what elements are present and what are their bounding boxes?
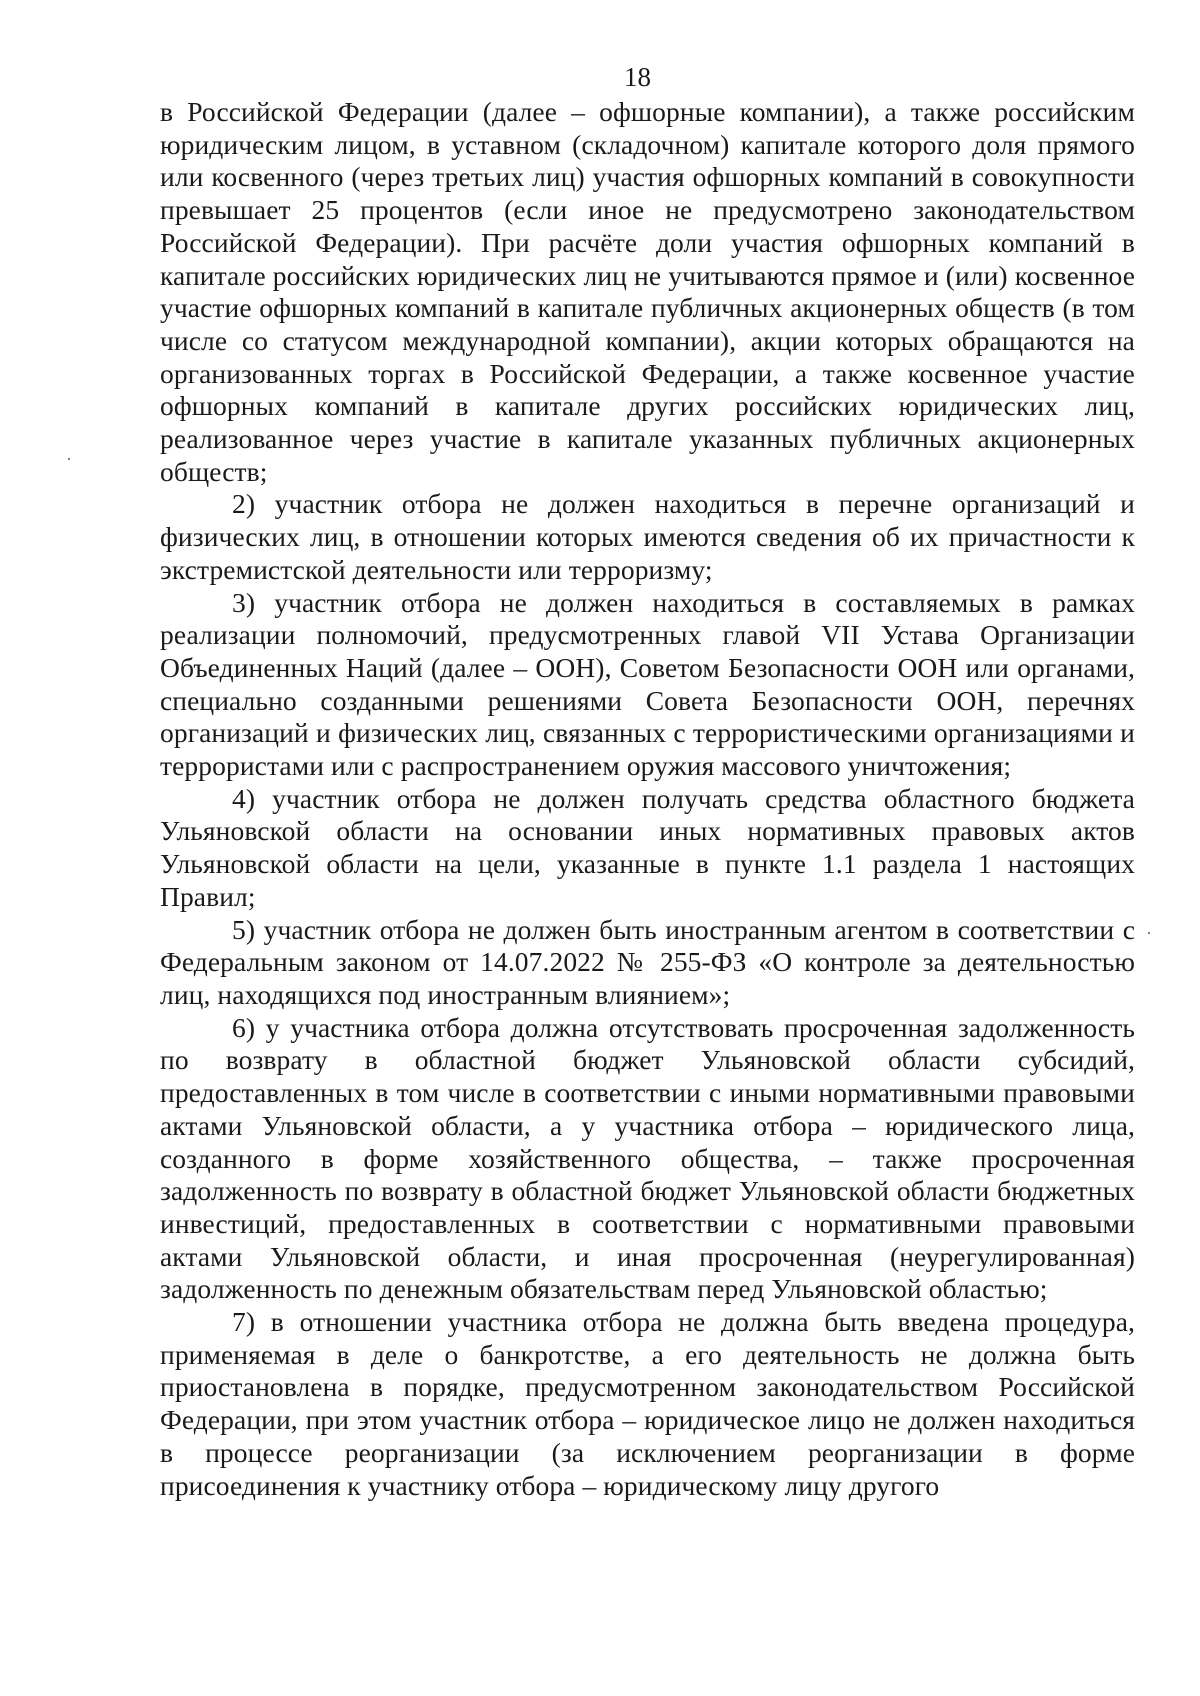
scan-speck-right: [1148, 932, 1150, 934]
scan-speck-left: [68, 458, 70, 460]
page-number: 18: [624, 62, 651, 92]
document-page: [160, 60, 1135, 1502]
paragraph-item-5: 5) участник отбора не должен быть иностранным агентом в соответствии с Федеральным законом от 14.07.2022 № 255-ФЗ «О контроле за деятельностью лиц, находящихся под иностранным влиянием»;: [160, 913, 1135, 1010]
paragraph-item-6: 6) у участника отбора должна отсутствовать просроченная задолженность по возврату в областной бюджет Ульяновской области субсидий, предоставленных в том числе в соответствии с иными нормативными правовыми актами Ульяновской области, а у участника отбора – юридического лица, созданного в форме хозяйственного общества, – также просроченная задолженность по возврату в областной бюджет Ульяновской области бюджетных инвестиций, предоставленных в соответствии с нормативными правовыми актами Ульяновской области, и иная просроченная (неурегулированная) задолженность по денежным обязательствам перед Ульяновской областью;: [160, 1011, 1135, 1305]
paragraph-item-7: 7) в отношении участника отбора не должна быть введена процедура, применяемая в деле о банкротстве, а его деятельность не должна быть приостановлена в порядке, предусмотренном законодательством Российской Федерации, при этом участник отбора – юридическое лицо не должен находиться в процессе реорганизации (за исключением реорганизации в форме присоединения к участнику отбора – юридическому лицу другого: [160, 1306, 1135, 1501]
paragraph-offshore-continuation: в Российской Федерации (далее – офшорные компании), а также российским юридическим лицом, в уставном (складочном) капитале которого доля прямого или косвенного (через третьих лиц) участия офшорных компаний в совокупности превышает 25 процентов (если иное не предусмотрено законодательством Российской Федерации). При расчёте доли участия офшорных компаний в капитале российских юридических лиц не учитываются прямое и (или) косвенное участие офшорных компаний в капитале публичных акционерных обществ (в том числе со статусом международной компании), акции которых обращаются на организованных торгах в Российской Федерации, а также косвенное участие офшорных компаний в капитале других российских юридических лиц, реализованное через участие в капитале указанных публичных акционерных обществ;: [160, 96, 1135, 487]
paragraph-item-3: 3) участник отбора не должен находиться в составляемых в рамках реализации полномочий, предусмотренных главой VII Устава Организации Объединенных Наций (далее – ООН), Советом Безопасности ООН или органами, специально созданными решениями Совета Безопасности ООН, перечнях организаций и физических лиц, связанных с террористическими организациями и террористами или с распространением оружия массового уничтожения;: [160, 586, 1135, 782]
paragraph-item-2: 2) участник отбора не должен находиться в перечне организаций и физических лиц, в отношении которых имеются сведения об их причастности к экстремистской деятельности или терроризму;: [160, 488, 1135, 585]
paragraph-item-4: 4) участник отбора не должен получать средства областного бюджета Ульяновской области на основании иных нормативных правовых актов Ульяновской области на цели, указанные в пункте 1.1 раздела 1 настоящих Правил;: [160, 782, 1135, 912]
